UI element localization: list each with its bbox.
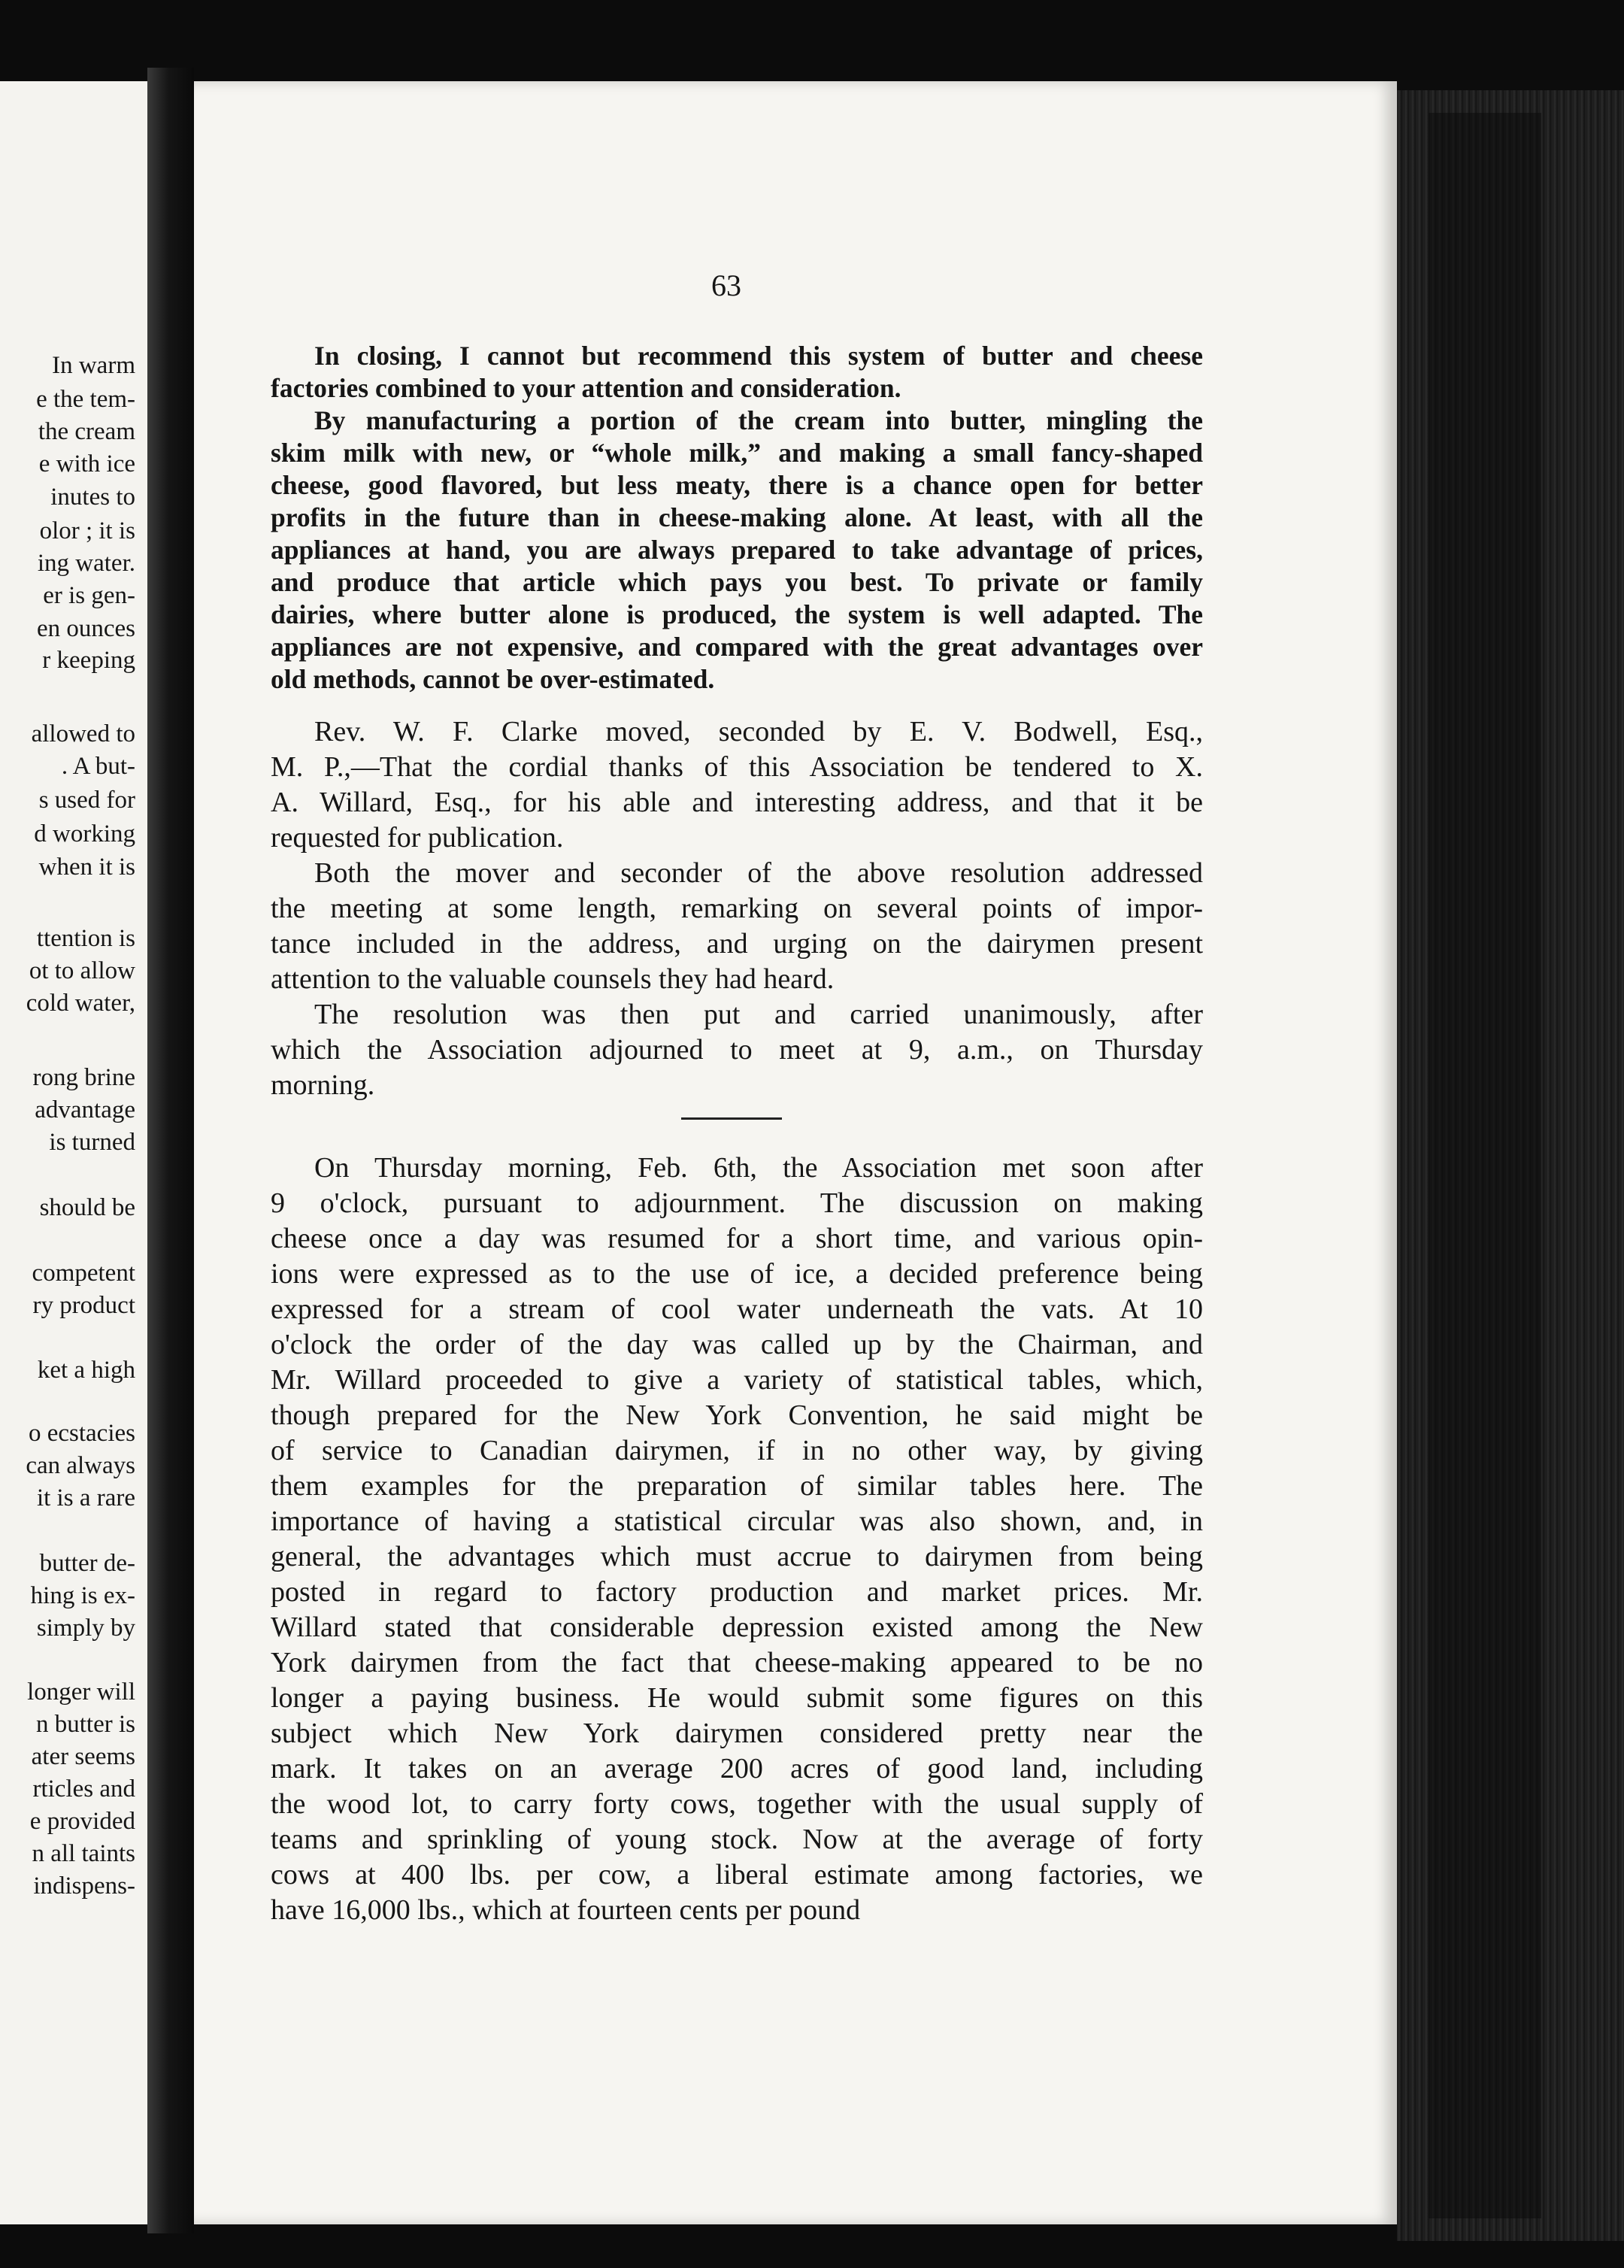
text-line: cheese once a day was resumed for a short time, and various opin- — [271, 1223, 1203, 1254]
previous-page-line: longer will — [27, 1678, 135, 1706]
previous-page-line: butter de- — [39, 1550, 135, 1577]
previous-page-line: e provided — [29, 1808, 135, 1835]
previous-page-line: er is gen- — [43, 582, 135, 609]
text-line: general, the advantages which must accrue to dairymen from being — [271, 1541, 1203, 1572]
text-line: 9 o'clock, pursuant to adjournment. The discussion on making — [271, 1187, 1203, 1219]
text-line: M. P.,—That the cordial thanks of this Association be tendered to X. — [271, 751, 1203, 783]
previous-page-line: e the tem- — [36, 386, 135, 413]
text-line: the wood lot, to carry forty cows, together with the usual supply of — [271, 1788, 1203, 1820]
previous-page-line: rong brine — [32, 1064, 135, 1091]
previous-page-line: rticles and — [32, 1775, 135, 1803]
previous-page-line: inutes to — [50, 484, 135, 511]
thursday-paragraph — [271, 1151, 1203, 1928]
previous-page-line: In warm — [52, 352, 135, 379]
previous-page-line: hing is ex- — [30, 1582, 135, 1609]
text-line: requested for publication. — [271, 822, 564, 854]
text-line: ions were expressed as to the use of ice, a decided preference being — [271, 1258, 1203, 1290]
mover-paragraph — [271, 856, 1203, 997]
previous-page-line: e with ice — [38, 450, 135, 478]
text-line: importance of having a statistical circular was also shown, and, in — [271, 1505, 1203, 1537]
previous-page-line: o ecstacies — [28, 1420, 135, 1447]
previous-page-line: ot to allow — [29, 957, 135, 984]
text-line: profits in the future than in cheese-making alone. At least, with all the — [271, 502, 1203, 532]
text-line: tance included in the address, and urging on the dairymen present — [271, 928, 1203, 960]
previous-page-line: ater seems — [31, 1743, 135, 1770]
section-divider — [681, 1117, 782, 1120]
previous-page-line: the cream — [38, 418, 135, 445]
text-line: the meeting at some length, remarking on several points of impor- — [271, 893, 1203, 924]
text-line: cheese, good flavored, but less meaty, there is a chance open for better — [271, 470, 1203, 500]
text-line: and produce that article which pays you best. To private or family — [271, 567, 1203, 597]
text-line: appliances at hand, you are always prepared to take advantage of prices, — [271, 535, 1203, 565]
previous-page-line: when it is — [38, 854, 135, 881]
resolution-paragraph — [271, 997, 1203, 1103]
previous-page-line: allowed to — [31, 720, 135, 747]
closing-paragraph — [271, 340, 1203, 405]
text-line: them examples for the preparation of similar tables here. The — [271, 1470, 1203, 1502]
previous-page-line: can always — [26, 1452, 135, 1479]
text-line: Both the mover and seconder of the above resolution addressed — [314, 857, 1203, 889]
text-line: teams and sprinkling of young stock. Now at the average of forty — [271, 1824, 1203, 1855]
previous-page-line: n butter is — [36, 1711, 135, 1738]
book-gutter — [147, 68, 194, 2233]
text-line: posted in regard to factory production and market prices. Mr. — [271, 1576, 1203, 1608]
text-line: skim milk with new, or “whole milk,” and making a small fancy-shaped — [271, 438, 1203, 468]
text-line: cows at 400 lbs. per cow, a liberal estimate among factories, we — [271, 1859, 1203, 1891]
text-line: have 16,000 lbs., which at fourteen cents per pound — [271, 1894, 861, 1926]
motion-paragraph — [271, 714, 1203, 856]
text-line: subject which New York dairymen considered pretty near the — [271, 1718, 1203, 1749]
text-line: Rev. W. F. Clarke moved, seconded by E. V. Bodwell, Esq., — [314, 716, 1203, 747]
text-line: attention to the valuable counsels they had heard. — [271, 963, 835, 995]
previous-page-line: is turned — [49, 1129, 135, 1156]
previous-page-line: r keeping — [42, 647, 135, 674]
text-line: The resolution was then put and carried unanimously, after — [314, 999, 1203, 1030]
text-line: old methods, cannot be over-estimated. — [271, 664, 715, 694]
text-line: Willard stated that considerable depression existed among the New — [271, 1612, 1203, 1643]
manufacturing-paragraph — [271, 405, 1203, 696]
previous-page-line: should be — [39, 1194, 135, 1221]
text-line: morning. — [271, 1069, 375, 1101]
previous-page-line: d working — [34, 820, 135, 847]
text-line: On Thursday morning, Feb. 6th, the Association met soon after — [314, 1152, 1203, 1184]
previous-page-line: ing water. — [37, 550, 135, 577]
text-line: In closing, I cannot but recommend this system of butter and cheese — [314, 341, 1203, 371]
text-line: York dairymen from the fact that cheese-making appeared to be no — [271, 1647, 1203, 1678]
text-line: Mr. Willard proceeded to give a variety of statistical tables, which, — [271, 1364, 1203, 1396]
previous-page-line: ry product — [32, 1292, 135, 1319]
text-line: appliances are not expensive, and compared with the great advantages over — [271, 632, 1203, 662]
previous-page-line: ket a high — [37, 1357, 135, 1384]
previous-page-line: simply by — [36, 1615, 135, 1642]
previous-page-line: it is a rare — [36, 1484, 135, 1511]
previous-page-line: n all taints — [32, 1840, 135, 1867]
text-line: of service to Canadian dairymen, if in no other way, by giving — [271, 1435, 1203, 1466]
text-line: A. Willard, Esq., for his able and interesting address, and that it be — [271, 787, 1203, 818]
book-edge-shadow — [1429, 113, 1541, 2218]
previous-page-line: ttention is — [36, 925, 135, 952]
text-line: mark. It takes on an average 200 acres of good land, including — [271, 1753, 1203, 1784]
previous-page-line: olor ; it is — [39, 517, 135, 544]
previous-page-line: indispens- — [33, 1872, 135, 1900]
previous-page-line: . A but- — [61, 753, 135, 780]
previous-page-line: en ounces — [36, 615, 135, 642]
previous-page-line: competent — [32, 1260, 135, 1287]
text-line: longer a paying business. He would submit some figures on this — [271, 1682, 1203, 1714]
previous-page-line: cold water, — [26, 990, 135, 1017]
text-line: expressed for a stream of cool water underneath the vats. At 10 — [271, 1293, 1203, 1325]
page-number: 63 — [711, 268, 741, 302]
text-line: By manufacturing a portion of the cream into butter, mingling the — [314, 405, 1203, 435]
text-line: dairies, where butter alone is produced, the system is well adapted. The — [271, 599, 1203, 629]
text-line: which the Association adjourned to meet at 9, a.m., on Thursday — [271, 1034, 1203, 1066]
previous-page-strip — [0, 81, 147, 2224]
text-line: though prepared for the New York Convention, he said might be — [271, 1399, 1203, 1431]
text-line: factories combined to your attention and consideration. — [271, 373, 901, 403]
previous-page-line: advantage — [35, 1096, 135, 1123]
text-line: o'clock the order of the day was called up by the Chairman, and — [271, 1329, 1203, 1360]
previous-page-line: s used for — [38, 787, 135, 814]
